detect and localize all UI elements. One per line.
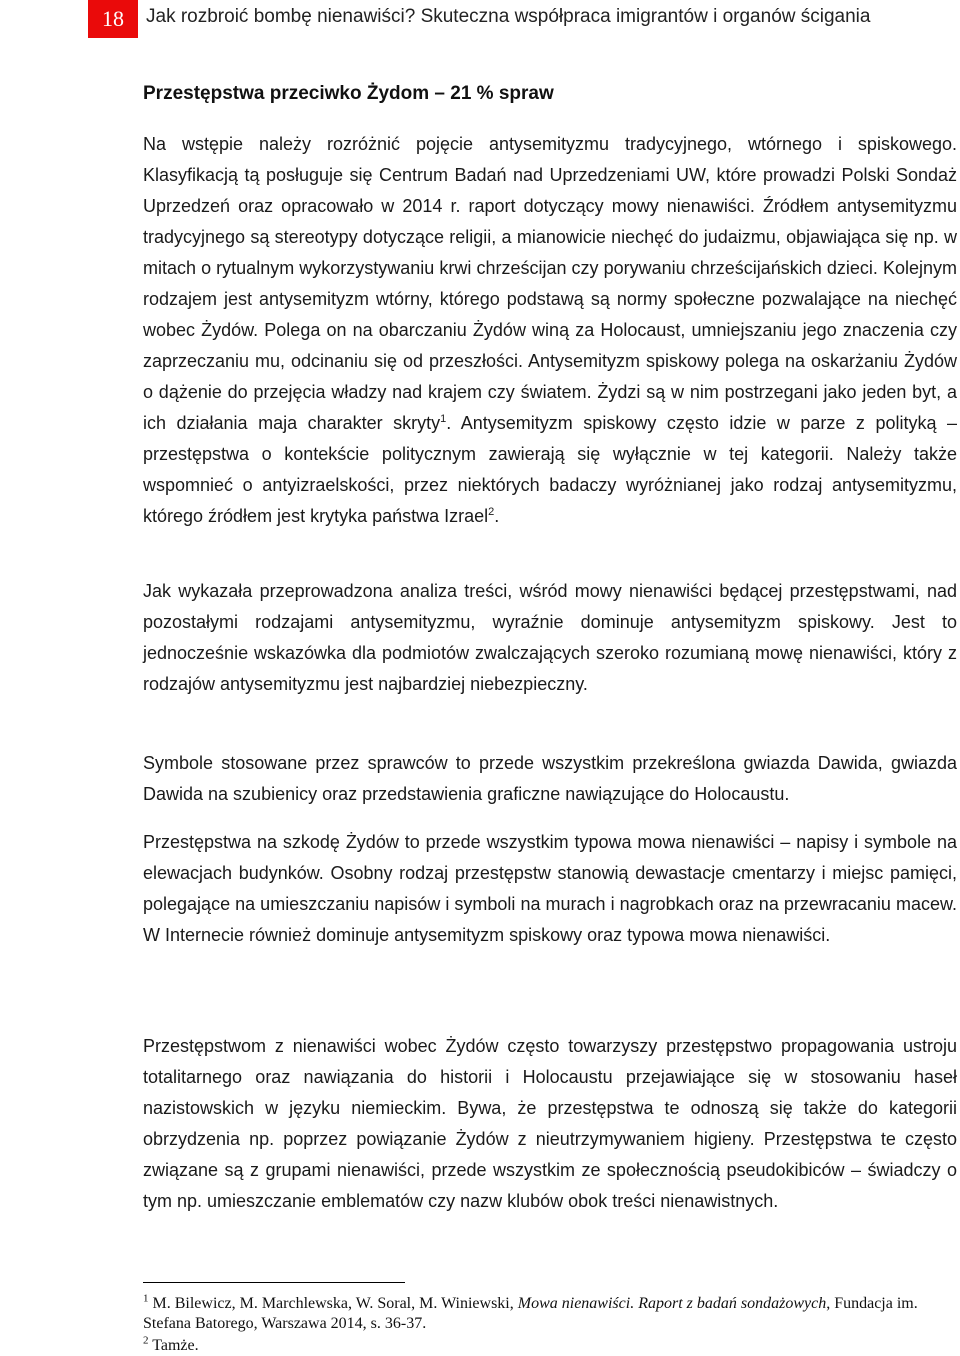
paragraph-text: . Antysemityzm spiskowy często idzie w parze z polityką – przestępstwa o kontekście politycznym zawierają się wyłącznie w tej kategorii. Należy także wspomnieć o antyizraelskości, przez niektórych badaczy wyróżnianej jako rodzaj antysemityzmu, którego źródłem jest krytyka państwa Izrael xyxy=(143,413,957,526)
page-number: 18 xyxy=(88,0,138,38)
paragraph-crimes: Przestępstwa na szkodę Żydów to przede wszystkim typowa mowa nienawiści – napisy i symbole na elewacjach budynków. Osobny rodzaj przestępstw stanowią dewastacje cmentarzy i miejsc pamięci, polegające na umieszczaniu napisów i symboli na murach i nagrobkach oraz na przewracaniu macew. W Internecie również dominuje antysemityzm spiskowy oraz typowa mowa nienawiści. xyxy=(143,832,957,945)
footnote-title: Mowa nienawiści. Raport z badań sondażowych xyxy=(517,1295,827,1312)
footnote-text: Tamże. xyxy=(148,1337,199,1354)
paragraph-symbols: Symbole stosowane przez sprawców to przede wszystkim przekreślona gwiazda Dawida, gwiazda Dawida na szubienicy oraz przedstawienia graficzne nawiązujące do Holocaustu. xyxy=(143,753,957,804)
paragraph-antisemitism-types xyxy=(143,129,957,532)
paragraph-totalitarian: Przestępstwom z nienawiści wobec Żydów często towarzyszy przestępstwo propagowania ustroju totalitarnego oraz nawiązania do historii i Holocaustu przejawiające się w stosowaniu haseł nazistowskich w języku niemieckim. Bywa, że przestępstwa te odnoszą się także do kategorii obrzydzenia np. poprzez powiązanie Żydów z nieutrzymywaniem higieny. Przestępstwa te często związane są z grupami nienawiści, przede wszystkim ze społecznością pseudokibiców – świadczy o tym np. umieszczanie emblematów czy nazw klubów obok treści nienawistnych. xyxy=(143,1036,957,1211)
running-title: Jak rozbroić bombę nienawiści? Skuteczna współpraca imigrantów i organów ścigania xyxy=(146,6,871,27)
footnote-1 xyxy=(143,1294,957,1334)
paragraph-text: Na wstępie należy rozróżnić pojęcie antysemityzmu tradycyjnego, wtórnego i spiskowego. Klasyfikacją tą posługuje się Centrum Badań nad Uprzedzeniami UW, które prowadzi Polski Sondaż Uprzedzeń oraz opracowało w 2014 r. raport dotyczący mowy nienawiści. Źródłem antysemityzmu tradycyjnego są stereotypy dotyczące religii, a mianowicie niechęć do judaizmu, objawiająca się np. w mitach o rytualnym wykorzystywaniu krwi chrześcijan czy porywaniu chrześcijańskich dzieci. Kolejnym rodzajem jest antysemityzm wtórny, którego podstawą są normy społeczne pozwalające na niechęć wobec Żydów. Polega on na obarczaniu Żydów winą za Holocaust, umniejszaniu jego znaczenia czy zaprzeczaniu mu, odcinaniu się od przeszłości. Antysemityzm spiskowy polega na oskarżaniu Żydów o dążenie do przejęcia władzy nad krajem czy światem. Żydzi są w nim postrzegani jako jeden byt, a ich działania maja charakter skryty xyxy=(143,134,957,433)
paragraph-analysis: Jak wykazała przeprowadzona analiza treści, wśród mowy nienawiści będącej przestępstwami, nad pozostałymi rodzajami antysemityzmu, wyraźnie dominuje antysemityzm spiskowy. Jest to jednocześnie wskazówka dla podmiotów zwalczających szeroko rozumianą mowę nienawiści, który z rodzajów antysemityzmu jest najbardziej niebezpieczny. xyxy=(143,581,957,694)
footnote-text: , Fundacja im. Stefana Batorego, Warszawa 2014, s. 36-37. xyxy=(143,1295,918,1332)
footnote-text: M. Bilewicz, M. Marchlewska, W. Soral, M. Winiewski, xyxy=(148,1295,518,1312)
paragraph-text: . xyxy=(494,506,500,526)
footnote-ref: 1 xyxy=(440,413,447,425)
footnote-ref: 2 xyxy=(488,506,495,518)
footnote-mark: 1 xyxy=(143,1292,149,1305)
footnote-mark: 2 xyxy=(143,1334,149,1347)
footnote-2 xyxy=(143,1336,957,1356)
footnote-separator xyxy=(143,1282,405,1283)
section-heading: Przestępstwa przeciwko Żydom – 21 % spraw xyxy=(143,83,554,104)
